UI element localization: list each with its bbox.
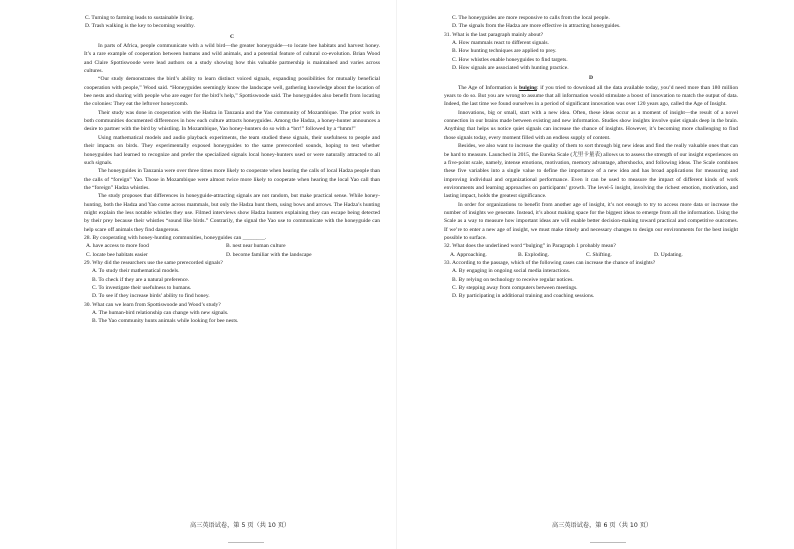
right-page-column [444,14,738,301]
q30-option-a[interactable]: A. The human-bird relationship can change with new signals. [92,310,229,317]
q28-option-c[interactable]: C. locate bee habitats easier [86,251,148,258]
q28-option-b[interactable]: B. nest near human culture [226,243,286,250]
passage-d-paragraph-2: Innovations, big or small, start with a new idea. Often, these ideas occur as a moment of insight—the result of a novel connection in our brains made between existing and new information. Studies show insights involve quiet signals deep in the brain. Anything that helps us notice quiet signals can increase the chance of insights. However, it’s becoming more challenging to find those signals today, every moment filled with an endless supply of content. [444,109,738,141]
section-letter-c: C [229,33,234,40]
question-28-options [84,242,380,259]
q29-option-c[interactable]: C. To investigate their usefulness to humans. [92,285,192,291]
bottom-rule-left [228,542,264,543]
passage-c-paragraph-5: The honeyguides in Tanzania were over three times more likely to cooperate when hearing the calls of local Hadza people than the calls of “foreign” Yao. Those in Mozambique were almost twice more likely to cooperate when hearing the local Yao call than the “foreign” Hadza whistles. [84,168,380,191]
q30-option-b[interactable]: B. The Yao community hunts animals while looking for bee nests. [92,318,239,325]
question-29-stem: 29. Why did the researchers use the same prerecorded signals? [84,259,223,266]
passage-c-paragraph-6: The study proposes that differences in honeyguide-attracting signals are not random, but make practical sense. While honey-hunting, both the Hadza and Yao come across mammals, but only the Hadza hunt them, using bows and arrows. The Hadza’s hunting might explain the less notable whistles they use. Filmed interviews show Hadza hunters explaining they can escape being detected by their prey because their whistles “sound like birds.” Contrarily, the signal the Yao use to communicate with the honeyguide can help scare off animals they find dangerous. [84,193,380,233]
q30-option-d[interactable]: D. The signals from the Hadza are more effective in attracting honeyguides. [452,23,621,30]
underlined-word-bulging: bulging [519,84,537,91]
q31-option-c[interactable]: C. How whistles enable honeyguides to find targets. [452,56,568,63]
page-footer-left: 高三英语试卷，第 5 页（共 10 页） [190,522,291,529]
page-footer-right: 高三英语试卷，第 6 页（共 10 页） [552,522,653,529]
q33-option-b[interactable]: B. By relying on technology to receive regular notices. [452,276,574,283]
q31-option-a[interactable]: A. How mammals react to different signals. [452,40,549,47]
passage-d-paragraph-1 [444,84,738,109]
q33-option-a[interactable]: A. By engaging in ongoing social media interactions. [452,268,571,275]
prev-option-d: D. Trash walking is the key to becoming wealthy. [85,23,195,30]
question-33-stem: 33. According to the passage, which of the following cases can increase the chance of insights? [444,259,656,266]
q32-option-a[interactable]: A. Approaching. [450,251,487,258]
passage-c-paragraph-1: In parts of Africa, people communicate with a wild bird—the greater honeyguide—to locate bee habitats and harvest honey. It’s a rare example of cooperation between humans and wild animals, and a potential feature of cultural co-evolution. Brian Wood and Claire Spottiswoode were lead authors on a study showing how this valuable partnership is maintained and varies across cultures. [84,43,380,75]
question-30-stem: 30. What can we learn from Spottiswoode and Wood’s study? [84,301,221,308]
q32-option-c[interactable]: C. Shifting. [586,251,612,258]
p1-text-after: : if you tried to download all the data available today, you’d need more than 180 million years to do so. But you are wrong to assume that all information would stimulate a boost of innovation to match the output of data. Indeed, the last time we found ourselves in a period of significant innovation was over 120 years ago, called the Age of Insight. [444,84,738,108]
q28-option-a[interactable]: A. have access to more food [86,243,149,250]
q29-option-b[interactable]: B. To check if they are a natural preference. [92,276,190,283]
question-31-stem: 31. What is the last paragraph mainly about? [444,31,544,38]
passage-c-paragraph-4: Using mathematical models and audio playback experiments, the team studied these signals, their usefulness to people and their impacts on birds. They experimentally exposed honeyguides to the same prerecorded sounds, hoping to test whether honeyguides had learned to recognize and prefer the specialized signals local honey-hunters used or were naturally attracted to all such signals. [84,134,380,166]
passage-c-paragraph-3: Their study was done in cooperation with the Hadza in Tanzania and the Yao community of Mozambique. The prior work in both communities documented differences in how each culture attracts honeyguides. Among the Hadza, a honey-hunter announces a desire to partner with the bird by whistling. In Mozambique, Yao honey-hunters do so with a “brr!” followed by a “hmm!” [84,109,380,133]
page-gutter [396,0,397,549]
passage-d-paragraph-3: Besides, we also want to increase the quality of them to sort through big new ideas and find the really valuable ones that can be hard to measure. Launched in 2015, the Eureka Scale (尤里卡量表) allows us to assess the strength of our insight experiences on a five-point scale, namely, intense emotions, motivation, memory advantage, aftershocks, and following ideas. The Scale combines these five variables into a single value to define the importance of a new idea and has broad applications for measuring and improving individual and organizational performance. Even it can be used to measure the impact of different kinds of work environments and learning approaches on participants’ growth. The level-5 insight, involving the richest emotion, motivation, and lasting impact, holds the greatest significance. [444,143,738,200]
q32-option-b[interactable]: B. Exploding. [518,251,549,258]
q33-option-d[interactable]: D. By participating in additional training and coaching sessions. [452,293,595,300]
section-letter-d: D [588,75,593,82]
bottom-rule-right [590,542,626,543]
q29-option-d[interactable]: D. To see if they increase birds’ ability to find honey. [92,293,210,300]
prev-option-c: C. Turning to farming leads to sustainable living. [85,15,194,21]
question-28-stem: 28. By cooperating with honey-hunting communities, honeyguides can ________. [84,234,267,241]
q33-option-c[interactable]: C. By stepping away from computers between meetings. [452,285,578,291]
q32-option-d[interactable]: D. Updating. [654,251,683,258]
q28-option-d[interactable]: D. become familiar with the landscape [226,251,312,258]
q29-option-a[interactable]: A. To study their mathematical models. [92,268,180,275]
passage-d-paragraph-4: In order for organizations to benefit from another age of insight, it’s not enough to try to access more data or increase the number of insights we generate. Instead, it’s about making space for the biggest ideas to emerge from all the information. Using the Scale as a way to measure how important ideas are will enable better decision-making toward practical and competitive outcomes. If we’re to enter a new age of insight, we must make timely and necessary changes to design our environments for the best insight possible to surface. [444,201,738,241]
passage-c-paragraph-2: “Our study demonstrates the bird’s ability to learn distinct voiced signals, expanding possibilities for mutually beneficial cooperation with people,” Wood said. “Honeyguides seemingly know the landscape well, gathering knowledge about the location of bee nests and sharing with people who are eager for the bird’s help,” Spottiswoode said. The honeyguides also benefit from locating the colonies: They eat the leftover honeycomb. [84,76,380,108]
left-page-column [84,14,380,326]
question-32-options [444,251,738,259]
question-32-stem: 32. What does the underlined word “bulging” in Paragraph 1 probably mean? [444,243,616,250]
q31-option-d[interactable]: D. How signals are associated with hunting practice. [452,65,569,72]
p1-text-before: The Age of Information is [458,84,520,91]
q30-option-c[interactable]: C. The honeyguides are more responsive to calls from the local people. [452,15,610,21]
q31-option-b[interactable]: B. How hunting techniques are applied to prey. [452,48,557,55]
